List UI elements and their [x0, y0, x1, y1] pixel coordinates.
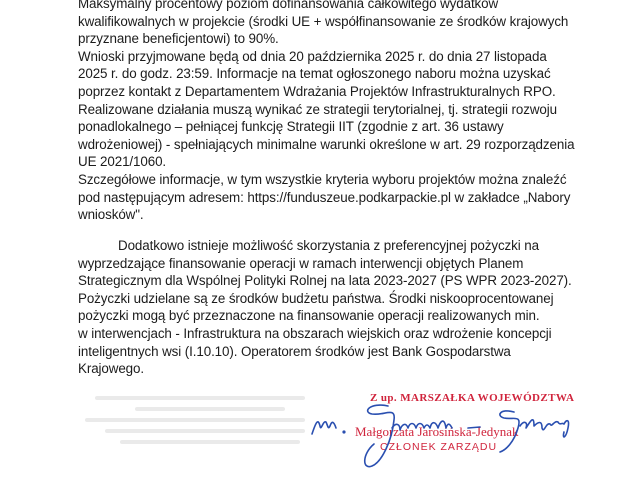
- text-line: inteligentnych wsi (I.10.10). Operatorem środków jest Bank Gospodarstwa: [78, 343, 511, 359]
- text-line: Krajowego.: [78, 361, 144, 377]
- text-line: Szczegółowe informacje, w tym wszystkie kryteria wyboru projektów można znaleźć: [78, 171, 567, 187]
- handwritten-signature-icon: [300, 392, 590, 472]
- stamp-title: Z up. MARSZAŁKA WOJEWÓDZTWA: [370, 392, 575, 404]
- text-line: kwalifikowalnych w projekcie (środki UE + współfinansowanie ze środków krajowych: [78, 13, 569, 29]
- text-line: wdrożeniowej) - spełniających minimalne warunki określone w art. 29 rozporządzenia: [78, 136, 575, 152]
- text-line: wniosków".: [78, 207, 144, 223]
- text-line: Strategicznym dla Wspólnej Polityki Rolnej na lata 2023-2027 (PS WPR 2023-2027).: [78, 273, 572, 289]
- text-line: Pożyczki udzielane są ze środków budżetu państwa. Środki niskooprocentowanej: [78, 290, 554, 306]
- text-line: pożyczki mogą być przeznaczone na finansowanie operacji realizowanych min.: [78, 308, 540, 324]
- text-line: 2025 r. do godz. 23:59. Informacje na temat ogłoszonego naboru można uzyskać: [78, 66, 551, 82]
- text-line: Maksymalny procentowy poziom dofinansowania całkowitego wydatków: [78, 0, 499, 11]
- paragraph-preferential-loan: [78, 237, 572, 378]
- stamp-role: CZŁONEK ZARZĄDU: [380, 441, 498, 453]
- text-line: wyprzedzające finansowanie operacji w ramach interwencji objętych Planem: [78, 255, 524, 271]
- stamp-name: Małgorzata Jarosińska-Jedynak: [355, 424, 519, 439]
- text-line: przyznane beneficjentowi) to 90%.: [78, 31, 279, 47]
- text-line: w interwencjach - Infrastruktura na obszarach wiejskich oraz wdrożenie koncepcji: [78, 325, 552, 341]
- text-line: ponadlokalnego – pełniącej funkcję Strategii IIT (zgodnie z art. 36 ustawy: [78, 119, 504, 135]
- text-line: UE 2021/1060.: [78, 154, 167, 170]
- text-line: Realizowane działania muszą wynikać ze strategii terytorialnej, tj. strategii rozwoju: [78, 101, 557, 117]
- bleed-through-text: [95, 392, 325, 447]
- text-line: pod następującym adresem: https://funduszeue.podkarpackie.pl w zakładce „Nabory: [78, 189, 571, 205]
- paragraph-funding-details: [78, 0, 574, 224]
- text-line: Wnioski przyjmowane będą od dnia 20 października 2025 r. do dnia 27 listopada: [78, 48, 547, 64]
- text-line: poprzez kontakt z Departamentem Wdrażania Projektów Infrastrukturalnych RPO.: [78, 83, 556, 99]
- text-line: Dodatkowo istnieje możliwość skorzystania z preferencyjnej pożyczki na: [118, 238, 539, 253]
